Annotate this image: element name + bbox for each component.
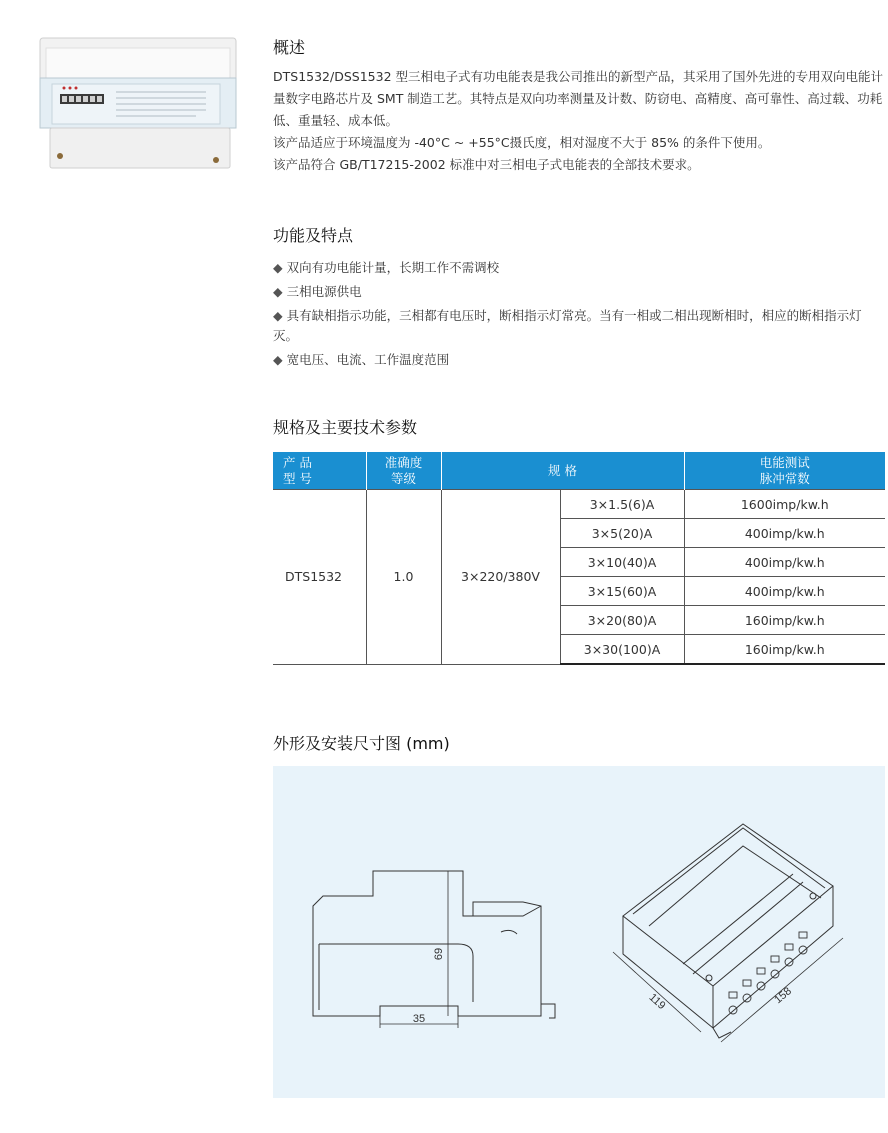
overview-paragraph-1: DTS1532/DSS1532 型三相电子式有功电能表是我公司推出的新型产品，其采用了国外先进的专用双向电能计量数字电路芯片及 SMT 制造工艺。其特点是双向功率测量及计数、防窃电、高精度、高可靠性、高过载、功耗低、重量轻、成本低。 [273, 69, 883, 128]
product-photo [36, 34, 244, 174]
width-label: 158 [772, 985, 794, 1007]
current-cell: 3×20(80)A [560, 606, 684, 635]
current-cell: 3×30(100)A [560, 635, 684, 665]
overview-paragraph-2: 该产品适应于环境温度为 -40°C ~ +55°C摄氏度，相对湿度不大于 85% 的条件下使用。 [273, 135, 771, 150]
pulse-cell: 400imp/kw.h [684, 548, 885, 577]
current-cell: 3×1.5(6)A [560, 490, 684, 519]
bullet-icon: ◆ [273, 260, 283, 275]
bullet-icon: ◆ [273, 308, 283, 323]
bullet-icon: ◆ [273, 284, 283, 299]
depth-label: 119 [646, 991, 668, 1013]
model-cell: DTS1532 [273, 490, 366, 665]
pulse-cell: 400imp/kw.h [684, 577, 885, 606]
current-cell: 3×10(40)A [560, 548, 684, 577]
spec-table [273, 452, 885, 665]
bullet-icon: ◆ [273, 352, 283, 367]
overview-paragraph-3: 该产品符合 GB/T17215-2002 标准中对三相电子式电能表的全部技术要求。 [273, 157, 700, 172]
feature-item: ◆ 双向有功电能计量，长期工作不需调校 [273, 260, 500, 275]
header-spec: 规 格 [441, 452, 684, 490]
pulse-cell: 160imp/kw.h [684, 635, 885, 665]
voltage-cell: 3×220/380V [441, 490, 560, 665]
table-row [273, 490, 885, 519]
header-model: 产 品 型 号 [273, 452, 366, 490]
dimensions-title: 外形及安装尺寸图 (mm) [273, 734, 450, 753]
accuracy-cell: 1.0 [366, 490, 441, 665]
feature-item: ◆ 宽电压、电流、工作温度范围 [273, 352, 450, 367]
current-cell: 3×15(60)A [560, 577, 684, 606]
header-accuracy: 准确度 等级 [366, 452, 441, 490]
spec-header-row [273, 452, 885, 490]
pulse-cell: 160imp/kw.h [684, 606, 885, 635]
features-title: 功能及特点 [273, 226, 354, 245]
feature-item: ◆ 三相电源供电 [273, 284, 362, 299]
feature-item: ◆ 具有缺相指示功能，三相都有电压时，断相指示灯常亮。当有一相或二相出现断相时，相应的断相指示灯灭。 [273, 308, 862, 343]
pulse-cell: 400imp/kw.h [684, 519, 885, 548]
dimension-diagram [273, 766, 885, 1098]
rail-label: 35 [412, 1013, 426, 1025]
pulse-cell: 1600imp/kw.h [684, 490, 885, 519]
overview-title: 概述 [273, 38, 306, 57]
header-pulse: 电能测试 脉冲常数 [684, 452, 885, 490]
specs-title: 规格及主要技术参数 [273, 418, 418, 437]
current-cell: 3×5(20)A [560, 519, 684, 548]
height-label: 69 [433, 947, 445, 961]
